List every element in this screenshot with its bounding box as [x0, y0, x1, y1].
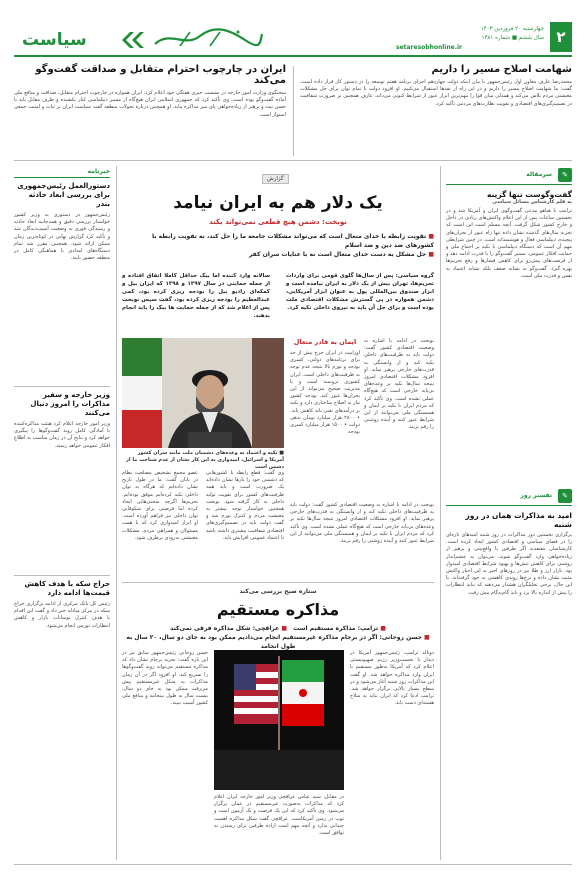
top-right-story — [300, 64, 572, 156]
header-divider — [14, 55, 572, 57]
analysis-header — [446, 489, 572, 506]
facts-box — [290, 338, 360, 498]
analysis-title: امید به مذاکرات همان در روز شنبه — [465, 511, 572, 529]
story-column: نوبخت در ادامه با اشاره به وضعیت اقتصادی کشور گفت: دولت باید به ظرفیت‌های داخلی تکیه کند و از وابستگی به قدرت‌های خارجی پرهیز نماید. او افزود مشکلات اقتصادی امروز نتیجه سال‌ها تکیه بر وعده‌های بی‌پایه خارجی است که هیچ‌گاه عملی نشده است. وی تأکید کرد که مردم ایران با تکیه بر ایمان و همبستگی ملی می‌توانند از این شرایط عبور کنند و آینده روشنی را رقم بزنند. — [290, 502, 434, 545]
brief-body: وزیر امور خارجه اعلام کرد هیئت مذاکره‌کننده با آمادگی کامل روند گفت‌وگوها را پیگیری خواهد کرد و نتایج آن در زمان مناسب به اطلاع افکار عمومی خواهد رسید. — [14, 421, 110, 449]
bullet-text: عراقچی: شکل مذاکره فرقی نمی‌کند — [170, 625, 280, 632]
date-line: چهارشنبه ۲۰ فروردین ۱۴۰۳ — [480, 26, 544, 32]
speaker-photo-illustration — [122, 338, 284, 448]
story-body: سخنگوی وزارت امور خارجه در نشست خبری هفتگی خود اعلام کرد: ایران همواره در چارچوب احترام متقابل، صداقت و منافع ملی آماده گفت‌وگو بوده است. وی تأکید کرد که جمهوری اسلامی ایران هیچ‌گاه از مسیر دیپلماسی کنار نکشیده و طرف مقابل باید با حسن نیت و پرهیز از زیاده‌خواهی پای میز مذاکره بیاید. او همچنین درباره تحولات منطقه گفت سیاست ایران بر ثبات و امنیت جمعی استوار است. — [14, 90, 286, 118]
story-column: عضو مجمع تشخیص مصلحت نظام در پایان گفت: ما در طول تاریخ نشان داده‌ایم که هرگاه به توان داخلی تکیه کرده‌ایم موفق بوده‌ایم. تحریم‌ها اگرچه سختی‌هایی ایجاد کرده اما فرصتی برای شکوفایی توان داخلی نیز فراهم آورده است. او ابراز امیدواری کرد که با همت مسئولان و همراهی مردم، مشکلات معیشتی به‌زودی برطرف شود. — [122, 470, 198, 541]
brief-divider — [14, 575, 110, 576]
story-headline: شهامت اصلاح مسیر را داریم — [431, 64, 572, 75]
bullet-row: ■ ترامپ: مذاکره مستقیم است ■ عراقچی: شکل مذاکره فرقی نمی‌کند — [170, 625, 386, 632]
footer-divider — [14, 864, 572, 865]
flags-illustration — [214, 650, 344, 790]
brief-title: وزیر خارجه و سفیر مذاکرات را امروز دنبال می‌کنند — [30, 391, 110, 417]
section-divider — [122, 582, 434, 583]
bullet-text: ترامپ: مذاکره مستقیم است — [293, 625, 379, 632]
story-body: محمدرضا عارف معاون اول رئیس‌جمهور با بیان اینکه دولت چهاردهم اجرای برنامه هفتم توسعه را در دستور کار قرار داده است، گفت: ما شهامت اصلاح مسیر را داریم و در این راه از نقدها استقبال می‌کنیم. او افزود دولت با تمام توان برای حل مشکلات معیشتی مردم تلاش می‌کند و همدلی میان قوا را مهم‌ترین ابزار عبور از شرایط کنونی می‌داند. عارف همچنین بر ضرورت شفافیت در تصمیم‌گیری‌های اقتصادی و تقویت نظارت‌های مردمی تأکید کرد. — [300, 79, 572, 107]
bullet-item: ■ حل مشکل به دست خدای متعال است نه با عنایات سران کفر — [248, 251, 434, 258]
bullet-item: ■ تقویت رابطه با خدای متعال است که می‌تواند مشکلات جامعه ما را حل کند، نه تقویت رابطه با کشورهای ضد دین و ضد اسلام — [152, 233, 434, 249]
bottom-headline: مذاکره مستقیم — [216, 600, 340, 619]
editorial-icon: ✎ — [558, 168, 572, 182]
facts-title: ایمان به قادر متعال — [293, 338, 357, 346]
section-title: سیاست — [22, 30, 87, 50]
analysis-body: برگزاری نخستین دور مذاکرات در روز شنبه امیدهای تازه‌ای را در فضای سیاسی و اقتصادی کشور ایجاد کرده است. کارشناسان معتقدند اگر طرفین با واقع‌بینی و پرهیز از زیاده‌خواهی وارد گفت‌وگو شوند، می‌توان به چشم‌انداز روشنی برای کاهش تنش‌ها و بهبود شرایط اقتصادی امیدوار بود. بازار ارز و طلا نیز در روزهای اخیر به این اخبار واکنش مثبت نشان داده و نرخ‌ها روندی کاهشی به خود گرفته‌اند. با این حال، برخی تحلیلگران هشدار می‌دهند که نباید انتظارات را بیش از اندازه بالا برد و باید گام‌به‌گام پیش رفت. — [446, 532, 572, 596]
story-column: وی گفت: قطع رابطه با کشورهایی که دشمنی خود را بارها نشان داده‌اند یک ضرورت است و باید همه ظرفیت‌های کشور برای تقویت تولید داخلی به کار گرفته شود. نوبخت همچنین خواستار توجه بیشتر به معیشت مردم و کنترل تورم شد و گفت دولت باید در تصمیم‌گیری‌های اقتصادی شفافیت بیشتری داشته باشد تا اعتماد عمومی افزایش یابد. — [206, 470, 284, 541]
editorial-author: به قلم کارشناس مسائل سیاسی — [492, 199, 572, 205]
story-column: دونالد ترامپ، رئیس‌جمهور آمریکا در دیدار با نخست‌وزیر رژیم صهیونیستی اعلام کرد که آمریکا به‌طور مستقیم با ایران وارد مذاکره خواهد شد. او گفت این مذاکرات روز شنبه آغاز می‌شود و در سطح بسیار بالایی برگزار خواهد شد. ترامپ ادعا کرد که ایران نباید به سلاح هسته‌ای دست یابد. — [350, 650, 434, 707]
bullet-text: حل مشکل به دست خدای متعال است نه با عنایات سران کفر — [248, 251, 427, 258]
brief-title: حراج سکه با هدف کاهش قیمت‌ها ادامه دارد — [24, 580, 110, 597]
page-header — [0, 0, 586, 62]
photo-caption: ■ تکیه و اعتماد به وعده‌های دشمنان ملت مانند سران کشور آمریکا و اسرائیل، امیدواری به این کار نشان از عدم شناخت ما از دشمن است — [126, 450, 284, 470]
sidebar-tag: خبرنامه — [14, 168, 110, 178]
column-divider — [440, 166, 441, 860]
analysis-tag: تفسیر روز — [520, 492, 552, 499]
website-link[interactable]: setaresobhonline.ir — [396, 44, 462, 51]
bottom-bullets — [122, 624, 434, 651]
bullet-text: حسن روحانی: اگر در برجام مذاکره غیرمستقیم انجام می‌دادیم ممکن بود به جای دو سال، ۲۰ سال به طول انجامد — [126, 634, 422, 650]
story-headline: ایران در چارچوب احترام متقابل و صداقت گفت‌وگو می‌کند — [35, 64, 286, 86]
main-bullets — [122, 232, 434, 259]
column-divider — [293, 66, 294, 156]
double-chevron-icon — [118, 32, 144, 48]
lead-quote-left: سالانه وارد کننده اما بیک حداقل کاملا اتفاق افتاده و از جمله حمایتی در سال ۱۳۹۷ و ۱۳۹۸ که ایران بیل و کمکه‌ای رادیو بیل را بودجه ریزی کرده بود، کمی عبدالعظیم را بودجه ریزی کرده بود، گفت سپس نوبخت پس از اعلام شد که از جمله حمایت ها بیک را باید انجام بدهند. — [122, 273, 270, 319]
flags-photo — [214, 650, 344, 790]
editorial-title: گفت‌وگوست تنها گزینه — [486, 190, 572, 199]
brief-title: دستورالعمل رئیس‌جمهوری برای بررسی ابعاد حادثه بندر — [17, 182, 110, 208]
subtitle-text: نوبخت: دشمن هیچ قطعی نمی‌تواند بکند — [209, 218, 347, 226]
issue-date — [444, 25, 544, 43]
main-headline: یک دلار هم به ایران نیامد — [173, 193, 383, 213]
brief-divider — [14, 386, 110, 387]
brief-body: رئیس‌جمهور در دستوری به وزیر کشور خواستار بررسی دقیق و همه‌جانبه ابعاد حادثه و رسیدگی فوری به وضعیت آسیب‌دیدگان شد و تأکید کرد گزارش نهایی در کوتاه‌ترین زمان ممکن ارائه شود. همچنین مقرر شد تمام دستگاه‌های امدادی با هماهنگی کامل در منطقه حضور یابند. — [14, 212, 110, 262]
report-kicker: گزارش — [262, 174, 289, 184]
top-left-story — [14, 64, 286, 156]
speaker-photo — [122, 338, 284, 448]
brief-body: رئیس کل بانک مرکزی از ادامه برگزاری حراج سکه در مرکز مبادله خبر داد و گفت این اقدام با هدف کنترل نوسانات بازار و کاهش انتظارات تورمی انجام می‌شود. — [14, 601, 110, 629]
opinion-sidebar — [446, 168, 572, 860]
editorial-header — [446, 168, 572, 185]
story-column: در مقابل، سید عباس عراقچی وزیر امور خارجه ایران اعلام کرد که مذاکرات به‌صورت غیرمستقیم در عمان برگزار می‌شود. وی تأکید کرد که این یک فرصت و یک آزمون است و توپ در زمین آمریکاست. عراقچی گفت شکل مذاکره اهمیت چندانی ندارد و آنچه مهم است اراده طرفین برای رسیدن به توافق است. — [214, 794, 344, 837]
section-divider — [14, 160, 572, 161]
main-subtitle — [122, 218, 434, 226]
newspaper-logo — [150, 26, 265, 52]
editorial-body: ترامپ با هیاهو مدعی گفت‌وگوی ایران و آمریکا شد و در نخستین ساعات پس از این اعلام واکنش‌های زیادی در داخل و خارج کشور شکل گرفت. آنچه مسلم است این است که تجربه سال‌های گذشته نشان داده تنها راه عبور از بحران‌های پیچیده، دیپلماسی فعال و هوشمندانه است. در چنین شرایطی مهم آن است که دستگاه دیپلماسی با تکیه بر اجماع ملی و حمایت افکار عمومی، مسیر گفت‌وگو را با قدرت ادامه دهد و از فرصت‌های پیش‌رو برای کاهش فشارها و رفع تحریم‌ها بهره گیرد. گفت‌وگو نه نشانه ضعف بلکه نشانه اعتماد به نفس و قدرت ملی است. — [446, 208, 572, 279]
page-number: ۲ — [550, 22, 572, 52]
lead-quote-right: گروه سیاسی: پس از سال‌ها گلوی قومی برای واردات تحریم‌ها، تهران بیش از یک دلار به ایران نیامده است و ابزار صندوق بین‌المللی پول به عنوان ابزار آمریکایی، دشمن همواره در پی گسترش مشکلات اقتصادی ملت بوده است و برای حل آن باید به نیروی داخلی تکیه کرد. — [286, 273, 434, 311]
column-divider — [116, 166, 117, 860]
facts-body: اوزابیت در ایران خرج بیش از حد برای برنامه‌های دولتی، کسری بودجه و تورم بالا نتیجه عدم توجه به ظرفیت‌های داخلی است. ایران کشوری ثروتمند است و با مدیریت صحیح می‌تواند از این بحران‌ها عبور کند. بودجه کشور نیاز به اصلاح ساختاری دارد و تکیه بر درآمدهای نفتی باید کاهش یابد. • ۲۸۰۰ هزار میلیارد تومان بدهی دولت • ۱۵۰۰ هزار میلیارد کسری بودجه — [290, 350, 360, 436]
bottom-kicker: ستاره صبح بررسی می‌کند — [239, 588, 317, 595]
bullet-item: ■ حسن روحانی: اگر در برجام مذاکره غیرمستقیم انجام می‌دادیم ممکن بود به جای دو سال، ۲۰ سال به طول انجامد — [126, 634, 430, 650]
issue-line: سال ششم ■ شماره ۱۳۸۱ — [481, 35, 544, 41]
story-column: نوبخت در ادامه با اشاره به وضعیت اقتصادی کشور گفت: دولت باید به ظرفیت‌های داخلی تکیه کند و از وابستگی به قدرت‌های خارجی پرهیز نماید. او افزود مشکلات اقتصادی امروز نتیجه سال‌ها تکیه بر وعده‌های بی‌پایه خارجی است که هیچ‌گاه عملی نشده است. وی تأکید کرد که مردم ایران با تکیه بر ایمان و همبستگی ملی می‌توانند از این شرایط عبور کنند و آینده روشنی را رقم بزنند. — [364, 338, 434, 431]
editorial-tag: سرمقاله — [526, 171, 552, 178]
analysis-icon: ✎ — [558, 489, 572, 503]
news-brief-sidebar — [14, 168, 110, 860]
story-column: حسن روحانی رئیس‌جمهور سابق نیز در این باره گفت: تجربه برجام نشان داد که مذاکره مستقیم می‌تواند روند گفت‌وگوها را تسریع کند. او افزود اگر در آن زمان مذاکرات به شکل غیرمستقیم پیش می‌رفت ممکن بود به جای دو سال، بیست سال به طول بینجامد و منافع ملی کشور آسیب ببیند. — [122, 650, 208, 707]
bullet-text: تقویت رابطه با خدای متعال است که می‌تواند مشکلات جامعه ما را حل کند، نه تقویت رابطه با کشورهای ضد دین و ضد اسلام — [152, 233, 434, 249]
